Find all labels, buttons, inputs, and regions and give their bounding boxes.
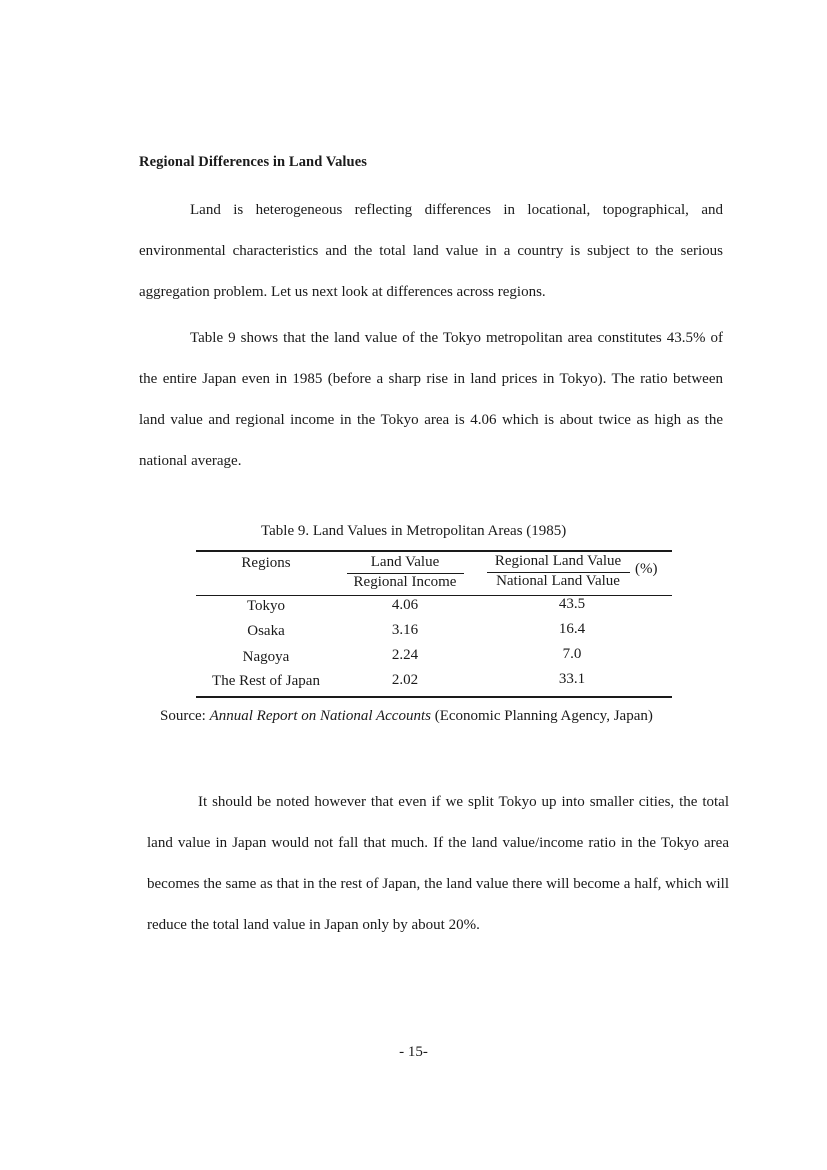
table-bottom-rule (196, 696, 672, 698)
header-national-land-value: National Land Value (496, 573, 620, 589)
paragraph-land-heterogeneity (139, 190, 723, 313)
row-region: Tokyo (246, 598, 286, 614)
row-region: Nagoya (242, 649, 290, 665)
row-ratio: 3.16 (391, 622, 419, 638)
row-ratio: 2.24 (391, 647, 419, 663)
paragraph-text: Land is heterogeneous reflecting differences in locational, topographical, and environmental characteristics and the total land value in a country is subject to the serious aggregation problem. Let us next look at differences across regions. (139, 202, 723, 300)
source-prefix: Source: (160, 708, 210, 724)
source-suffix: (Economic Planning Agency, Japan) (430, 708, 653, 724)
row-share: 7.0 (562, 646, 582, 662)
table-caption: Table 9. Land Values in Metropolitan Areas (1985) (261, 523, 567, 539)
paragraph-text: Table 9 shows that the land value of the Tokyo metropolitan area constitutes 43.5% of the entire Japan even in 1985 (before a sharp rise in land prices in Tokyo). The ratio between land value and regional income in the Tokyo area is 4.06 which is about twice as high as the national average. (139, 330, 723, 469)
header-regions: Regions (241, 555, 291, 571)
table-source (160, 708, 653, 725)
table-header-rule (196, 595, 672, 596)
section-heading: Regional Differences in Land Values (139, 154, 368, 170)
row-share: 43.5 (558, 596, 586, 612)
header-regional-land-value: Regional Land Value (494, 553, 622, 569)
page-number: - 15- (399, 1044, 428, 1060)
row-ratio: 4.06 (391, 597, 419, 613)
row-share: 16.4 (558, 621, 586, 637)
paragraph-split-tokyo (147, 782, 729, 946)
header-percent-unit: (%) (635, 561, 658, 577)
paragraph-text: It should be noted however that even if we split Tokyo up into smaller cities, the total land value in Japan would not fall that much. If the land value/income ratio in the Tokyo area becomes the same as that in the rest of Japan, the land value there will become a half, which will reduce the total land value in Japan only by about 20%. (147, 794, 729, 933)
paragraph-tokyo-share (139, 318, 723, 482)
row-region: The Rest of Japan (212, 673, 320, 689)
row-share: 33.1 (558, 671, 586, 687)
row-region: Osaka (247, 623, 285, 639)
header-regional-income: Regional Income (353, 574, 457, 590)
source-title: Annual Report on National Accounts (209, 708, 431, 724)
header-land-value: Land Value (370, 554, 440, 570)
table-top-rule (196, 550, 672, 552)
row-ratio: 2.02 (391, 672, 419, 688)
